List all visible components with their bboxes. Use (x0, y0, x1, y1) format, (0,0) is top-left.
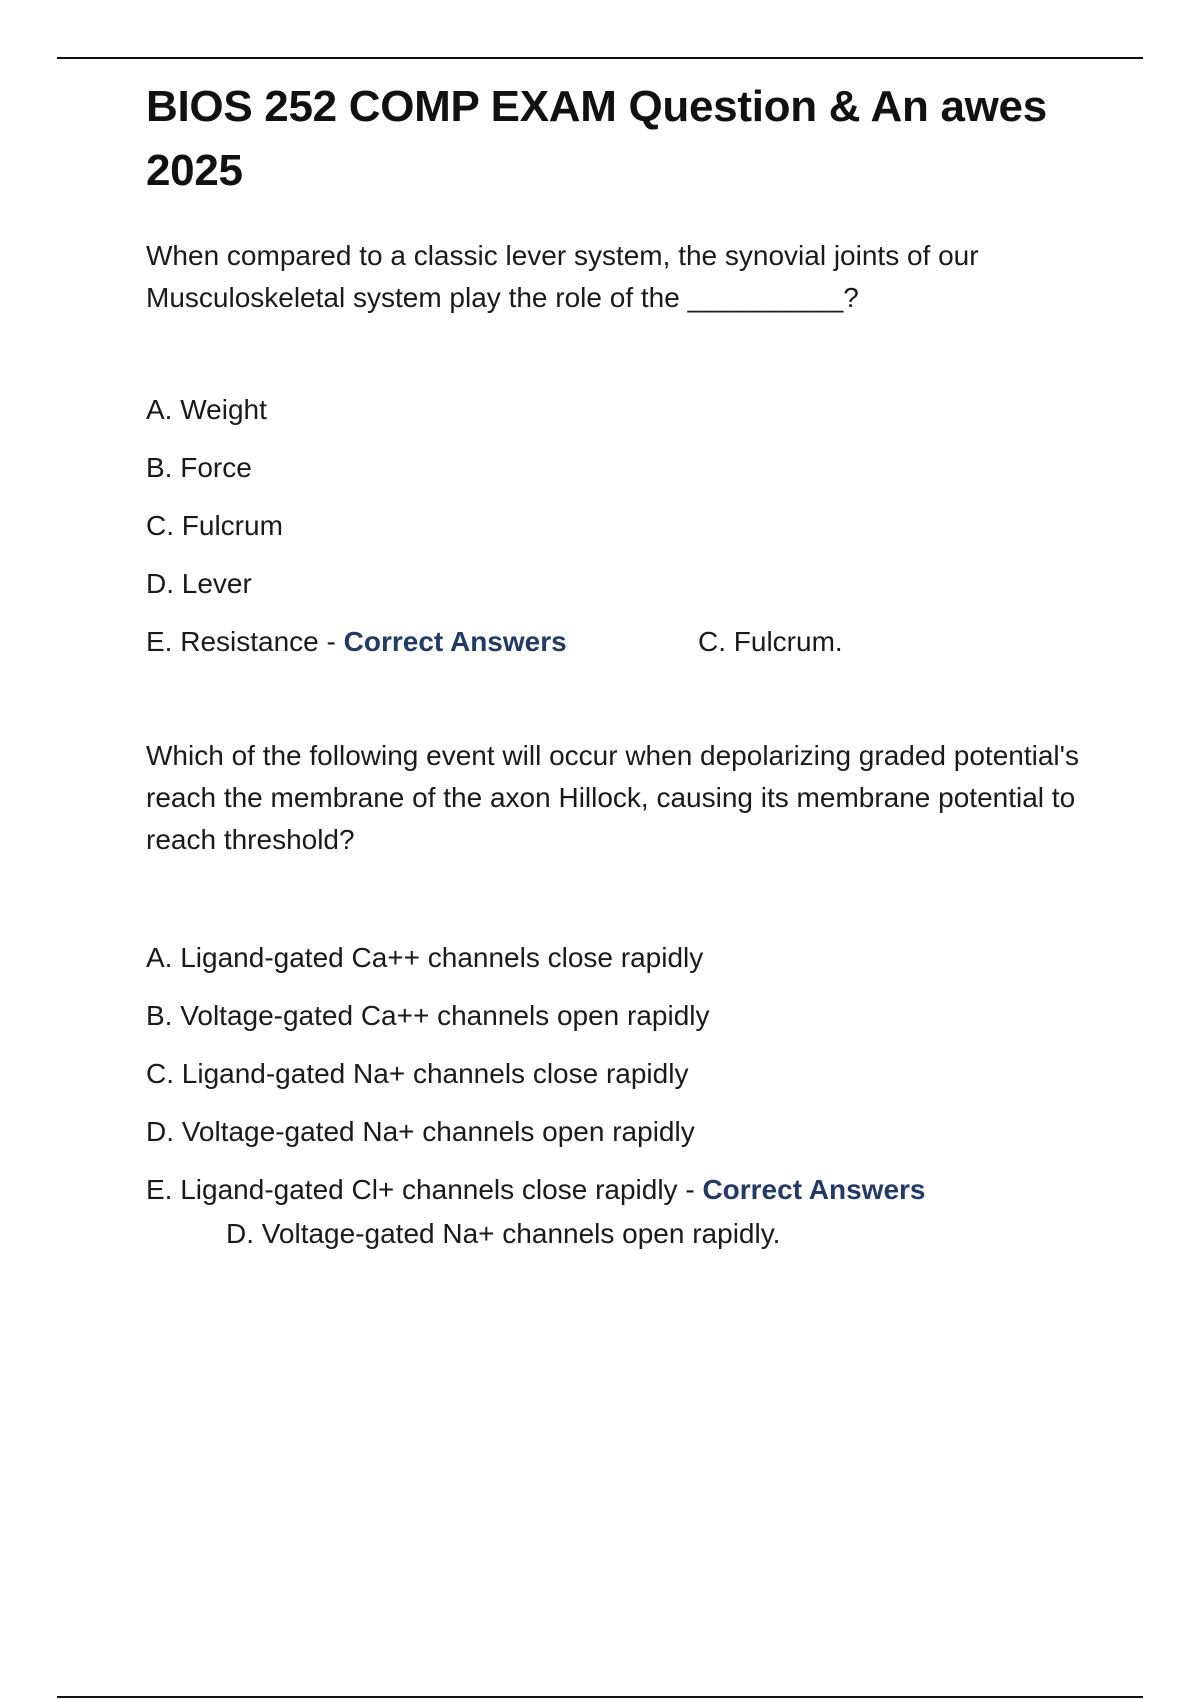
bottom-rule (57, 1696, 1143, 1698)
question-2-option-b: B. Voltage-gated Ca++ channels open rapidly (146, 1000, 710, 1031)
question-1-option-e-text: E. Resistance - (146, 626, 344, 657)
question-2-correct-label: Correct Answers (702, 1174, 926, 1205)
question-1-options (146, 389, 1106, 663)
question-1-text: When compared to a classic lever system, the synovial joints of our Musculoskeletal system play the role of the __________? (146, 240, 979, 313)
question-2-options (146, 937, 1106, 1211)
question-2-option-a: A. Ligand-gated Ca++ channels close rapidly (146, 942, 704, 973)
question-2-option-e (146, 1169, 1106, 1211)
question-2-text: Which of the following event will occur when depolarizing graded potential's reach the membrane of the axon Hillock, causing its membrane potential to reach threshold? (146, 740, 1079, 855)
title-line-1: BIOS 252 COMP EXAM Question & An awes (146, 82, 1047, 131)
question-2-option-d: D. Voltage-gated Na+ channels open rapidly (146, 1116, 695, 1147)
question-1-option-a: A. Weight (146, 394, 267, 425)
top-rule (57, 57, 1143, 59)
question-1-option-c: C. Fulcrum (146, 510, 283, 541)
question-2-option-e-text: E. Ligand-gated Cl+ channels close rapidly - (146, 1174, 703, 1205)
question-1-option-d: D. Lever (146, 568, 252, 599)
question-2-answer: D. Voltage-gated Na+ channels open rapidly. (226, 1218, 781, 1249)
question-1-option-e (146, 621, 698, 663)
document-title (146, 75, 1106, 203)
question-1-option-b: B. Force (146, 452, 252, 483)
question-1-option-e-row (146, 621, 1106, 663)
question-1-answer: C. Fulcrum. (698, 626, 843, 657)
title-line-2: 2025 (146, 146, 243, 195)
question-1-correct-label: Correct Answers (343, 626, 567, 657)
question-2-option-c: C. Ligand-gated Na+ channels close rapidly (146, 1058, 689, 1089)
document-page (146, 75, 1106, 1255)
